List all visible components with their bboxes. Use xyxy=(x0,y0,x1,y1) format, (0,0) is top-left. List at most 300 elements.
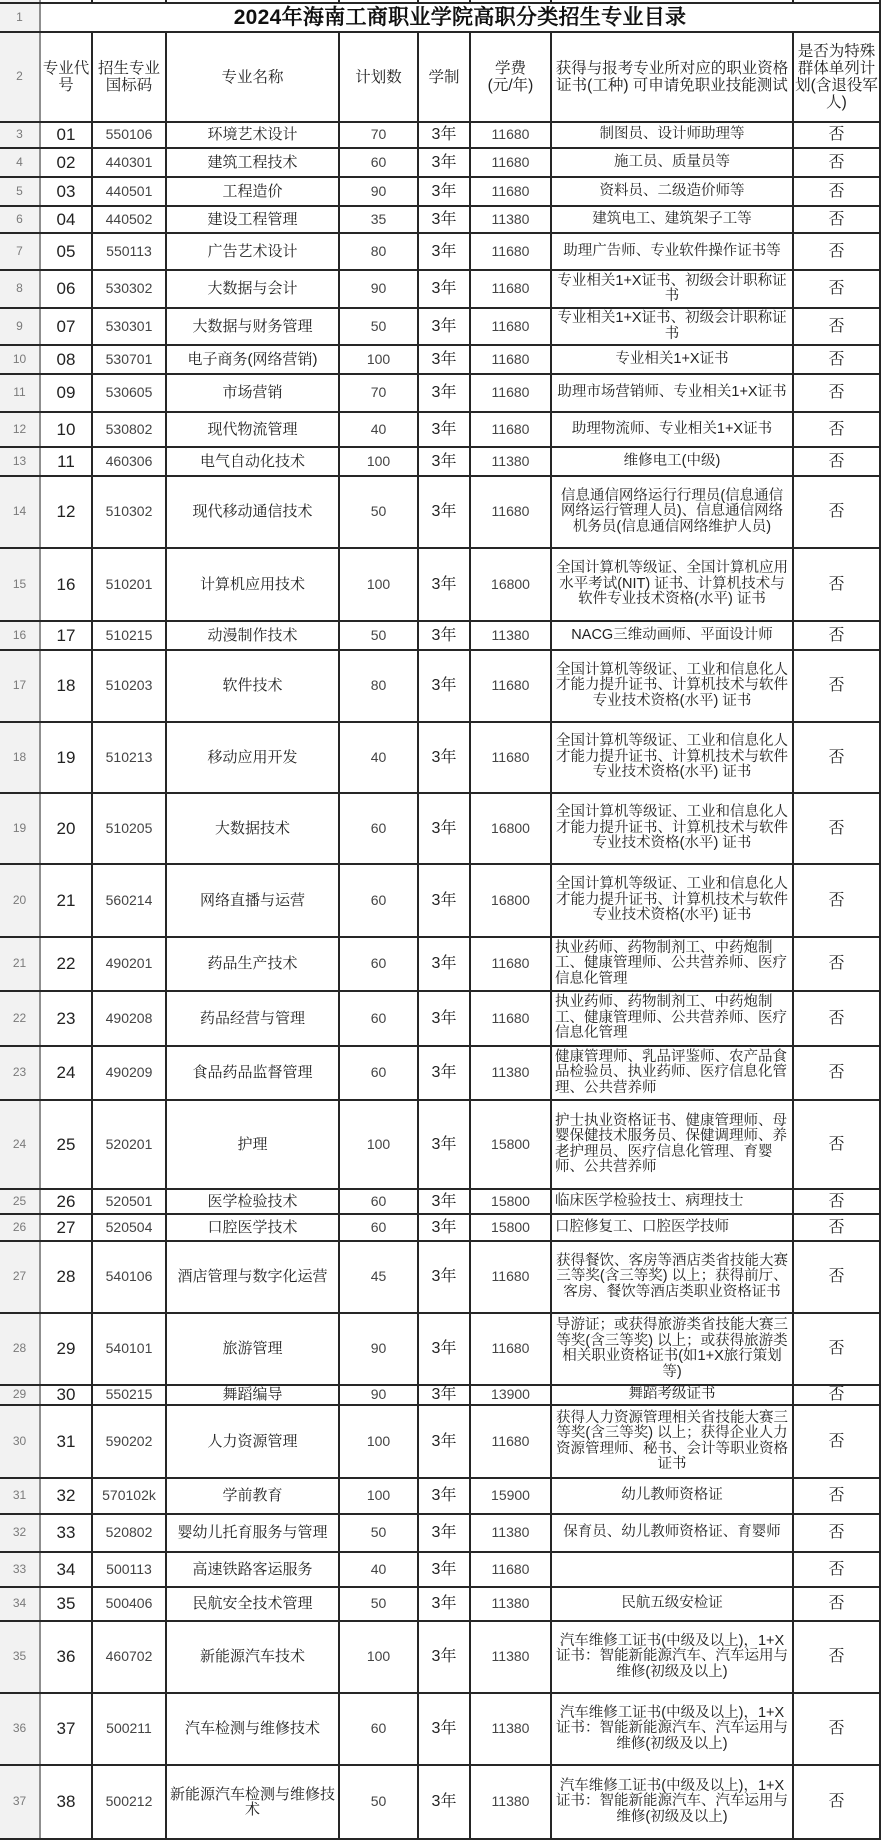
cell-plan-count xyxy=(339,1189,418,1214)
cell-major-code-text: 22 xyxy=(56,954,76,974)
cell-plan-count xyxy=(339,206,418,233)
cell-plan-count-text: 100 xyxy=(366,575,391,592)
row-number-cell xyxy=(0,1189,40,1214)
cell-special-group xyxy=(793,1693,880,1765)
cell-major-name xyxy=(166,548,339,621)
cell-plan-count xyxy=(339,148,418,177)
cell-duration xyxy=(418,793,470,864)
row-number-label: 21 xyxy=(12,956,27,971)
cell-tuition xyxy=(470,412,551,447)
cell-duration-text: 3年 xyxy=(431,452,457,470)
cell-certificate-text: 舞蹈考级证书 xyxy=(628,1386,716,1403)
cell-gb-code xyxy=(92,148,166,177)
row-number-label: 2 xyxy=(16,69,23,84)
cell-plan-count-text: 90 xyxy=(370,280,387,297)
table-row xyxy=(0,233,880,270)
row-number-cell xyxy=(0,206,40,233)
cell-duration-text: 3年 xyxy=(431,1720,457,1738)
row-number-label: 9 xyxy=(16,318,23,333)
column-header-major-name xyxy=(166,32,339,122)
cell-special-group xyxy=(793,1514,880,1552)
cell-major-name-text: 现代移动通信技术 xyxy=(192,503,313,521)
cell-special-group xyxy=(793,374,880,412)
row-number-label: 16 xyxy=(12,627,27,642)
cell-gb-code xyxy=(92,270,166,308)
cell-duration-text: 3年 xyxy=(431,1793,457,1811)
cell-gb-code xyxy=(92,1241,166,1313)
cell-major-code-text: 27 xyxy=(56,1217,76,1237)
row-number-label: 32 xyxy=(12,1525,27,1540)
cell-certificate xyxy=(551,1189,793,1214)
cell-major-name xyxy=(166,233,339,270)
cell-certificate-text: 助理物流师、专业相关1+X证书 xyxy=(571,420,773,437)
cell-duration xyxy=(418,177,470,206)
cell-major-code xyxy=(40,308,92,345)
cell-special-group xyxy=(793,476,880,548)
cell-tuition-text: 11680 xyxy=(491,153,530,170)
cell-duration xyxy=(418,548,470,621)
cell-major-name xyxy=(166,476,339,548)
cell-certificate xyxy=(551,1552,793,1587)
cell-gb-code xyxy=(92,1100,166,1189)
cell-major-code xyxy=(40,412,92,447)
cell-plan-count-text: 90 xyxy=(370,1386,387,1403)
tuition-label: 学费 xyxy=(494,60,526,77)
cell-plan-count xyxy=(339,374,418,412)
cell-tuition xyxy=(470,548,551,621)
cell-major-code xyxy=(40,1765,92,1839)
cell-gb-code xyxy=(92,1514,166,1552)
cell-major-code-text: 25 xyxy=(56,1134,76,1154)
cell-plan-count-text: 100 xyxy=(366,1648,391,1665)
table-row xyxy=(0,270,880,308)
cell-plan-count xyxy=(339,233,418,270)
row-number-label: 24 xyxy=(12,1136,27,1151)
cell-duration-text: 3年 xyxy=(431,153,457,171)
cell-duration xyxy=(418,1100,470,1189)
cell-tuition xyxy=(470,1385,551,1405)
cell-special-group xyxy=(793,1405,880,1478)
cell-major-name xyxy=(166,793,339,864)
cell-major-name-text: 大数据技术 xyxy=(214,819,290,837)
cell-major-name-text: 电气自动化技术 xyxy=(199,452,305,470)
table-row xyxy=(0,621,880,650)
cell-certificate xyxy=(551,1765,793,1839)
cell-gb-code-text: 440301 xyxy=(105,153,153,170)
cell-major-code-text: 31 xyxy=(56,1431,76,1451)
cell-tuition xyxy=(470,308,551,345)
cell-tuition-text: 11680 xyxy=(491,182,530,199)
cell-major-name-text: 食品药品监督管理 xyxy=(192,1064,313,1082)
cell-major-code xyxy=(40,1405,92,1478)
cell-special-group xyxy=(793,270,880,308)
cell-tuition-text: 11680 xyxy=(491,242,530,259)
cell-gb-code-text: 490209 xyxy=(105,1064,153,1081)
cell-tuition xyxy=(470,1189,551,1214)
row-number-cell xyxy=(0,1313,40,1385)
row-number-label: 23 xyxy=(12,1065,27,1080)
cell-duration-text: 3年 xyxy=(431,891,457,909)
cell-certificate xyxy=(551,122,793,148)
cell-major-code xyxy=(40,1241,92,1313)
row-number-label: 13 xyxy=(12,453,27,468)
cell-major-code xyxy=(40,1693,92,1765)
row-number-label: 26 xyxy=(12,1219,27,1234)
cell-duration xyxy=(418,864,470,937)
cell-certificate-text: 幼儿教师资格证 xyxy=(621,1487,723,1504)
cell-major-name-text: 口腔医学技术 xyxy=(207,1218,298,1236)
cell-plan-count-text: 50 xyxy=(370,503,387,520)
cell-major-code xyxy=(40,793,92,864)
cell-gb-code xyxy=(92,122,166,148)
cell-major-name-text: 药品经营与管理 xyxy=(199,1009,305,1027)
cell-certificate xyxy=(551,650,793,722)
cell-plan-count xyxy=(339,1765,418,1839)
cell-special-group-text: 否 xyxy=(828,677,845,695)
cell-major-name xyxy=(166,864,339,937)
cell-tuition xyxy=(470,1313,551,1385)
cell-major-name-text: 医学检验技术 xyxy=(207,1192,298,1210)
cell-certificate-text: 健康管理师、乳品评鉴师、农产品食品检验员、执业药师、医疗信息化管理、公共营养师 xyxy=(555,1048,787,1096)
cell-certificate xyxy=(551,548,793,621)
cell-major-code-text: 26 xyxy=(56,1191,76,1211)
column-header-certificate xyxy=(551,32,793,122)
cell-special-group-text: 否 xyxy=(828,748,845,766)
cell-tuition-text: 13900 xyxy=(491,1386,530,1403)
cell-certificate-text: 专业相关1+X证书、初级会计职称证书 xyxy=(557,272,787,304)
cell-duration-text: 3年 xyxy=(431,350,457,368)
cell-gb-code xyxy=(92,374,166,412)
cell-tuition xyxy=(470,1241,551,1313)
column-header-label: 是否为特殊群体单列计划(含退役军人) xyxy=(795,43,878,111)
cell-special-group-text: 否 xyxy=(828,350,845,368)
cell-special-group-text: 否 xyxy=(828,1064,845,1082)
cell-gb-code-text: 510201 xyxy=(105,575,153,592)
cell-tuition xyxy=(470,650,551,722)
cell-duration-text: 3年 xyxy=(431,1218,457,1236)
cell-gb-code-text: 510215 xyxy=(105,626,153,643)
row-number-cell xyxy=(0,148,40,177)
cell-certificate-text: NACG三维动画师、平面设计师 xyxy=(571,626,773,643)
row-number-cell xyxy=(0,1100,40,1189)
cell-major-code xyxy=(40,476,92,548)
cell-tuition xyxy=(470,148,551,177)
cell-certificate-text: 建筑电工、建筑架子工等 xyxy=(592,210,752,227)
row-number-label: 17 xyxy=(12,678,27,693)
cell-major-code xyxy=(40,148,92,177)
row-number-label: 36 xyxy=(12,1721,27,1736)
cell-gb-code xyxy=(92,621,166,650)
cell-duration-text: 3年 xyxy=(431,420,457,438)
cell-major-name-text: 软件技术 xyxy=(222,677,283,695)
cell-certificate-text: 汽车维修工证书(中级及以上)，1+X证书：智能新能源汽车、汽车运用与维修(初级及以上) xyxy=(556,1777,788,1825)
table-row xyxy=(0,937,880,991)
cell-duration-text: 3年 xyxy=(431,1268,457,1286)
cell-major-code-text: 35 xyxy=(56,1594,76,1614)
table-row xyxy=(0,177,880,206)
cell-tuition xyxy=(470,447,551,476)
cell-certificate xyxy=(551,412,793,447)
cell-plan-count-text: 35 xyxy=(370,210,387,227)
cell-tuition xyxy=(470,722,551,793)
cell-special-group xyxy=(793,991,880,1046)
cell-gb-code xyxy=(92,722,166,793)
cell-special-group xyxy=(793,1214,880,1241)
table-row xyxy=(0,548,880,621)
cell-duration xyxy=(418,1552,470,1587)
row-number-label: 7 xyxy=(16,243,23,258)
cell-special-group-text: 否 xyxy=(828,126,845,144)
cell-plan-count xyxy=(339,1693,418,1765)
cell-tuition xyxy=(470,793,551,864)
cell-plan-count xyxy=(339,1621,418,1693)
cell-plan-count-text: 100 xyxy=(366,1135,391,1152)
cell-duration xyxy=(418,476,470,548)
column-header-plan-count xyxy=(339,32,418,122)
cell-major-code-text: 04 xyxy=(56,209,76,229)
cell-duration xyxy=(418,374,470,412)
cell-duration-text: 3年 xyxy=(431,1524,457,1542)
cell-certificate-text: 汽车维修工证书(中级及以上)，1+X证书：智能新能源汽车、汽车运用与维修(初级及以上) xyxy=(556,1704,788,1752)
cell-tuition xyxy=(470,1621,551,1693)
cell-tuition-text: 16800 xyxy=(491,819,530,836)
cell-major-code-text: 29 xyxy=(56,1339,76,1359)
row-number-cell xyxy=(0,3,40,32)
cell-tuition xyxy=(470,1100,551,1189)
row-number-cell xyxy=(0,308,40,345)
table-row xyxy=(0,1478,880,1514)
cell-major-code xyxy=(40,206,92,233)
cell-certificate-text: 护士执业资格证书、健康管理师、母婴保健技术服务员、保健调理师、养老护理员、医疗信息化管理、育婴师、公共营养师 xyxy=(555,1112,787,1175)
cell-major-name-text: 电子商务(网络营销) xyxy=(187,350,318,368)
row-number-label: 29 xyxy=(12,1387,27,1402)
cell-special-group xyxy=(793,548,880,621)
cell-duration xyxy=(418,308,470,345)
cell-gb-code xyxy=(92,1214,166,1241)
table-row xyxy=(0,1046,880,1100)
cell-tuition xyxy=(470,270,551,308)
cell-tuition xyxy=(470,1765,551,1839)
cell-major-code-text: 08 xyxy=(56,349,76,369)
cell-major-name xyxy=(166,1313,339,1385)
row-number-cell xyxy=(0,1514,40,1552)
cell-plan-count xyxy=(339,476,418,548)
cell-major-name xyxy=(166,1693,339,1765)
row-number-cell xyxy=(0,548,40,621)
cell-certificate-text: 助理广告师、专业软件操作证书等 xyxy=(563,242,781,259)
cell-special-group xyxy=(793,206,880,233)
cell-major-code-text: 34 xyxy=(56,1559,76,1579)
cell-major-code xyxy=(40,621,92,650)
table-row xyxy=(0,374,880,412)
row-number-label: 25 xyxy=(12,1193,27,1208)
cell-special-group xyxy=(793,1587,880,1621)
cell-major-code-text: 36 xyxy=(56,1647,76,1667)
cell-tuition xyxy=(470,177,551,206)
cell-major-code-text: 19 xyxy=(56,747,76,767)
cell-certificate xyxy=(551,1214,793,1241)
cell-special-group xyxy=(793,233,880,270)
cell-major-code xyxy=(40,864,92,937)
row-number-label: 14 xyxy=(12,504,27,519)
cell-special-group xyxy=(793,1478,880,1514)
cell-certificate xyxy=(551,1693,793,1765)
cell-major-name xyxy=(166,1514,339,1552)
table-row xyxy=(0,1189,880,1214)
cell-gb-code-text: 510302 xyxy=(105,503,153,520)
cell-duration-text: 3年 xyxy=(431,819,457,837)
row-number-cell xyxy=(0,1552,40,1587)
cell-gb-code-text: 550215 xyxy=(105,1386,153,1403)
cell-duration xyxy=(418,1313,470,1385)
cell-gb-code xyxy=(92,991,166,1046)
table-row xyxy=(0,476,880,548)
cell-certificate xyxy=(551,1621,793,1693)
cell-plan-count xyxy=(339,722,418,793)
cell-certificate-text: 汽车维修工证书(中级及以上)，1+X证书：智能新能源汽车、汽车运用与维修(初级及以上) xyxy=(556,1632,788,1680)
cell-certificate-text: 民航五级安检证 xyxy=(621,1595,723,1612)
cell-gb-code xyxy=(92,345,166,374)
cell-duration xyxy=(418,447,470,476)
cell-certificate-text: 保育员、幼儿教师资格证、育婴师 xyxy=(563,1524,781,1541)
cell-major-name-text: 新能源汽车检测与维修技术 xyxy=(169,1785,335,1818)
cell-special-group-text: 否 xyxy=(828,1268,845,1286)
row-number-label: 30 xyxy=(12,1433,27,1448)
cell-certificate-text: 获得餐饮、客房等酒店类省技能大赛三等奖(含三等奖) 以上；获得前厅、客房、餐饮等酒店类职业资格证书 xyxy=(556,1252,788,1300)
cell-major-name-text: 人力资源管理 xyxy=(207,1432,298,1450)
cell-special-group-text: 否 xyxy=(828,626,845,644)
cell-duration-text: 3年 xyxy=(431,1487,457,1505)
row-number-label: 35 xyxy=(12,1649,27,1664)
cell-major-name xyxy=(166,1765,339,1839)
cell-major-code xyxy=(40,1478,92,1514)
cell-gb-code-text: 520504 xyxy=(105,1218,153,1235)
cell-gb-code-text: 570102k xyxy=(102,1487,156,1504)
cell-major-code xyxy=(40,345,92,374)
cell-major-name xyxy=(166,1552,339,1587)
row-number-label: 5 xyxy=(16,183,23,198)
cell-certificate xyxy=(551,308,793,345)
cell-special-group xyxy=(793,447,880,476)
cell-tuition-text: 15800 xyxy=(491,1192,530,1209)
column-header-special-group xyxy=(793,32,880,122)
cell-major-code xyxy=(40,1189,92,1214)
cell-certificate-text: 全国计算机等级证、工业和信息化人才能力提升证书、计算机技术与软件专业技术资格(水平) 证书 xyxy=(556,661,788,709)
cell-tuition xyxy=(470,1046,551,1100)
cell-tuition xyxy=(470,621,551,650)
cell-certificate xyxy=(551,476,793,548)
cell-major-name xyxy=(166,270,339,308)
cell-special-group xyxy=(793,1100,880,1189)
cell-duration-text: 3年 xyxy=(431,503,457,521)
cell-major-code-text: 10 xyxy=(56,419,76,439)
cell-special-group-text: 否 xyxy=(828,1560,845,1578)
cell-certificate-text: 临床医学检验技士、病理技士 xyxy=(555,1192,744,1209)
cell-special-group-text: 否 xyxy=(828,1218,845,1236)
cell-plan-count-text: 40 xyxy=(370,748,387,765)
cell-major-name xyxy=(166,1189,339,1214)
row-number-cell xyxy=(0,991,40,1046)
row-number-label: 27 xyxy=(12,1269,27,1284)
cell-duration xyxy=(418,1385,470,1405)
table-row xyxy=(0,1693,880,1765)
header-row xyxy=(0,32,880,122)
row-number-cell xyxy=(0,1478,40,1514)
cell-duration xyxy=(418,1587,470,1621)
title-row xyxy=(0,3,880,32)
cell-tuition xyxy=(470,991,551,1046)
cell-duration xyxy=(418,1621,470,1693)
cell-certificate-text: 专业相关1+X证书、初级会计职称证书 xyxy=(557,310,787,342)
cell-special-group xyxy=(793,937,880,991)
cell-certificate xyxy=(551,991,793,1046)
table-row xyxy=(0,1241,880,1313)
row-number-label: 28 xyxy=(12,1341,27,1356)
cell-plan-count-text: 100 xyxy=(366,452,391,469)
cell-duration xyxy=(418,270,470,308)
cell-duration xyxy=(418,1214,470,1241)
cell-major-code-text: 05 xyxy=(56,241,76,261)
cell-tuition-text: 11680 xyxy=(491,1009,530,1026)
table-row xyxy=(0,1214,880,1241)
cell-major-name-text: 环境艺术设计 xyxy=(207,126,298,144)
cell-duration-text: 3年 xyxy=(431,677,457,695)
cell-major-code-text: 33 xyxy=(56,1523,76,1543)
row-number-cell xyxy=(0,1385,40,1405)
row-number-label: 3 xyxy=(16,127,23,142)
cell-major-code xyxy=(40,122,92,148)
cell-gb-code-text: 490208 xyxy=(105,1009,153,1026)
cell-plan-count xyxy=(339,1046,418,1100)
cell-major-name-text: 婴幼儿托育服务与管理 xyxy=(177,1524,328,1542)
cell-major-name-text: 计算机应用技术 xyxy=(199,575,305,593)
cell-plan-count xyxy=(339,621,418,650)
row-number-label: 6 xyxy=(16,211,23,226)
cell-gb-code-text: 520802 xyxy=(105,1524,153,1541)
cell-special-group-text: 否 xyxy=(828,317,845,335)
cell-major-name xyxy=(166,447,339,476)
cell-gb-code-text: 540106 xyxy=(105,1268,153,1285)
cell-tuition-text: 11680 xyxy=(491,384,530,401)
cell-major-code xyxy=(40,650,92,722)
cell-plan-count xyxy=(339,864,418,937)
cell-tuition xyxy=(470,345,551,374)
cell-plan-count-text: 90 xyxy=(370,1340,387,1357)
cell-plan-count-text: 100 xyxy=(366,350,391,367)
cell-gb-code xyxy=(92,1552,166,1587)
cell-special-group-text: 否 xyxy=(828,819,845,837)
cell-major-name-text: 大数据与会计 xyxy=(207,280,298,298)
cell-certificate xyxy=(551,447,793,476)
cell-duration xyxy=(418,1241,470,1313)
cell-tuition xyxy=(470,206,551,233)
cell-gb-code xyxy=(92,308,166,345)
cell-certificate-text: 全国计算机等级证、全国计算机应用水平考试(NIT) 证书、计算机技术与软件专业技术资格(水平) 证书 xyxy=(556,560,788,608)
cell-certificate-text: 执业药师、药物制剂工、中药炮制工、健康管理师、公共营养师、医疗信息化管理 xyxy=(555,939,787,987)
column-header-tuition xyxy=(470,32,551,122)
table-row xyxy=(0,991,880,1046)
cell-tuition-text: 11680 xyxy=(491,1560,530,1577)
cell-tuition xyxy=(470,864,551,937)
cell-plan-count-text: 60 xyxy=(370,1064,387,1081)
table-row xyxy=(0,206,880,233)
cell-major-name xyxy=(166,1214,339,1241)
cell-major-name-text: 大数据与财务管理 xyxy=(192,317,313,335)
cell-certificate xyxy=(551,1313,793,1385)
cell-major-name-text: 学前教育 xyxy=(222,1487,283,1505)
cell-tuition-text: 11680 xyxy=(491,955,530,972)
cell-duration-text: 3年 xyxy=(431,1386,457,1404)
